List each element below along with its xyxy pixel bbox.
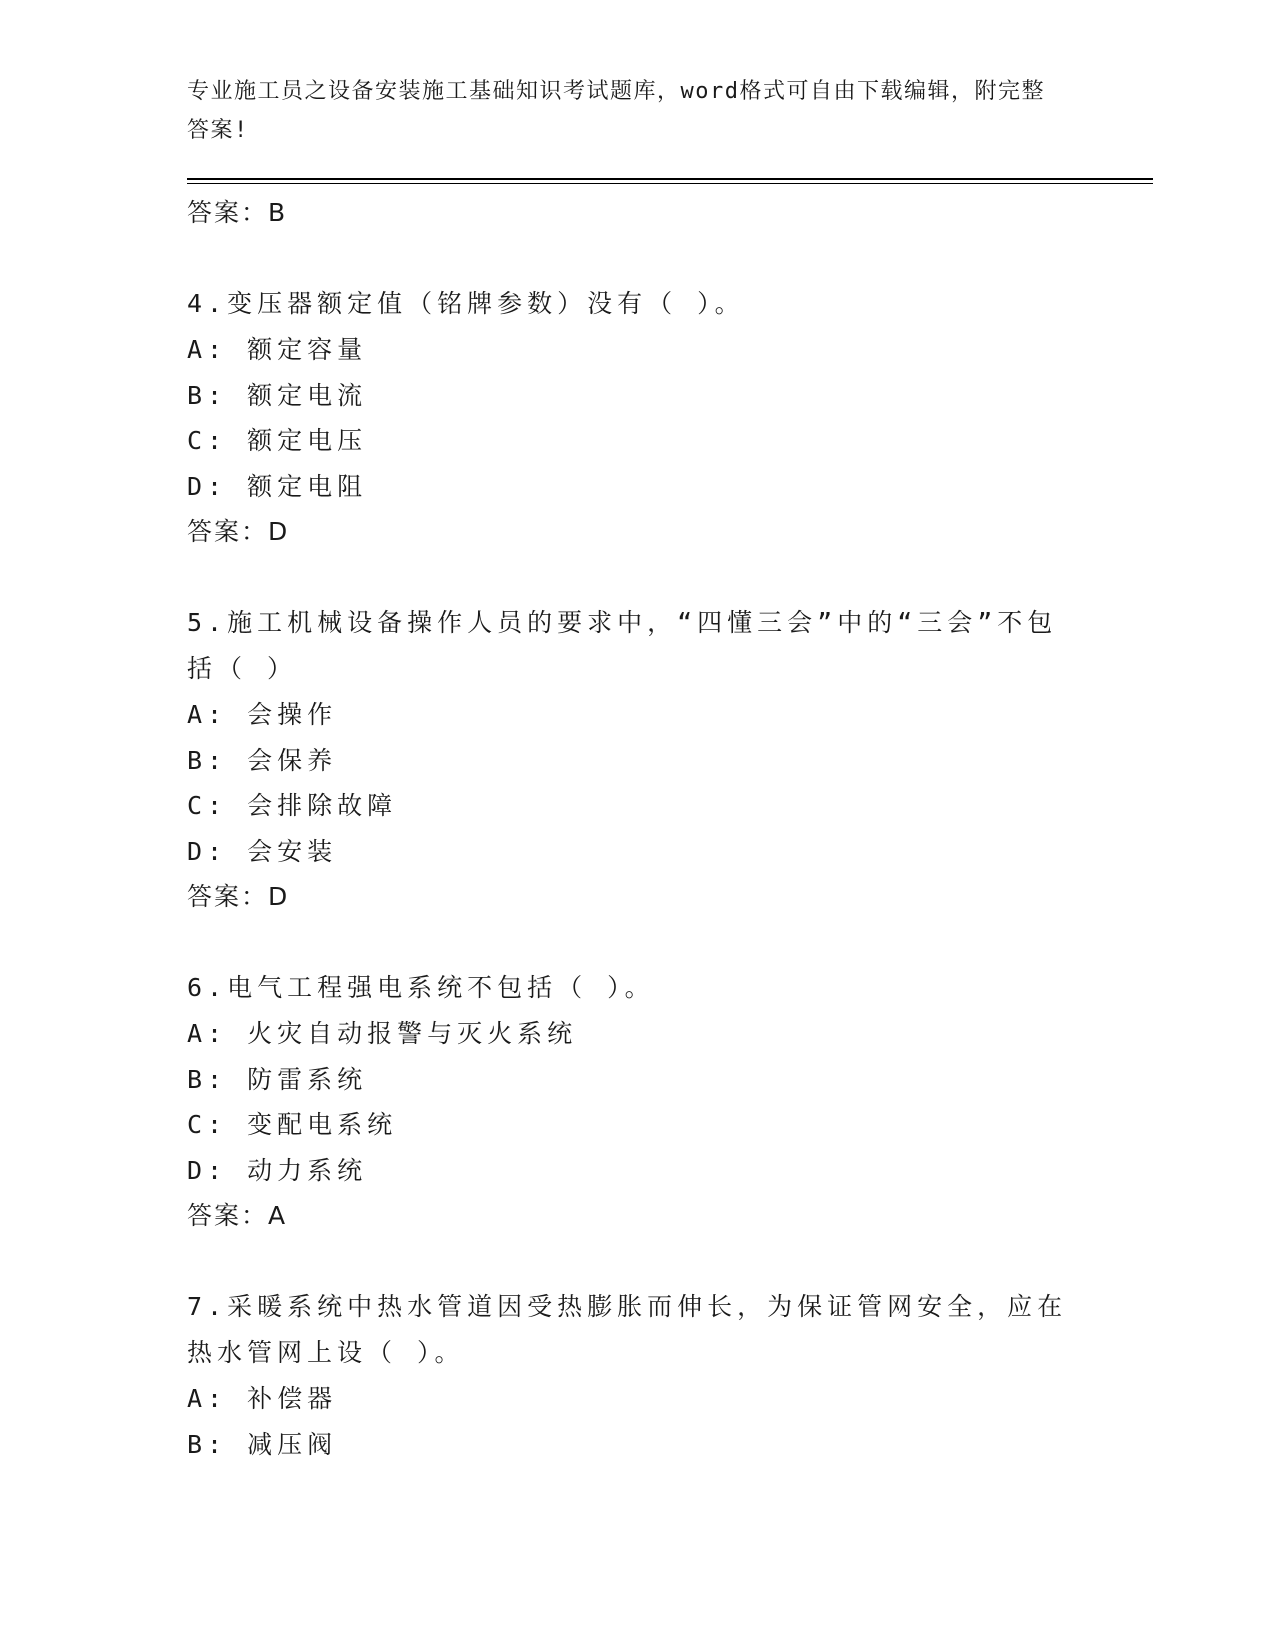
header-divider-thin (187, 183, 1153, 184)
answer-line: 答案：D (187, 882, 290, 911)
header-divider (187, 178, 1153, 180)
option-d: D: 额定电阻 (187, 471, 368, 501)
option-c: C: 变配电系统 (187, 1110, 398, 1139)
answer-line: 答案：B (187, 198, 288, 227)
option-d: D: 会安装 (187, 836, 338, 866)
answer-line: 答案：D (187, 517, 290, 546)
option-b: B: 会保养 (187, 745, 338, 775)
option-d: D: 动力系统 (187, 1155, 368, 1185)
option-c: C: 会排除故障 (187, 791, 398, 820)
question-5 (187, 600, 1087, 920)
option-a: A: 火灾自动报警与灭火系统 (187, 1019, 578, 1048)
option-c: C: 额定电压 (187, 426, 368, 455)
question-6 (187, 965, 1087, 1239)
question-text: 5.施工机械设备操作人员的要求中，“四懂三会”中的“三会”不包括（ ） (187, 608, 1058, 683)
option-b: B: 额定电流 (187, 380, 368, 410)
document-description: 专业施工员之设备安装施工基础知识考试题库，word格式可自由下载编辑，附完整答案! (187, 79, 1045, 143)
question-text: 6.电气工程强电系统不包括（ ）。 (187, 973, 655, 1002)
question-list (187, 190, 1087, 1467)
question-text: 7.采暖系统中热水管道因受热膨胀而伸长，为保证管网安全，应在热水管网上设（ ）。 (187, 1292, 1068, 1367)
answer-line: 答案：A (187, 1201, 288, 1230)
option-a: A: 补偿器 (187, 1384, 338, 1413)
question-text: 4.变压器额定值（铭牌参数）没有（ ）。 (187, 289, 745, 318)
option-a: A: 额定容量 (187, 335, 368, 364)
option-b: B: 减压阀 (187, 1429, 338, 1459)
option-a: A: 会操作 (187, 700, 338, 729)
question-4 (187, 281, 1087, 555)
option-b: B: 防雷系统 (187, 1064, 368, 1094)
question-7 (187, 1284, 1087, 1467)
